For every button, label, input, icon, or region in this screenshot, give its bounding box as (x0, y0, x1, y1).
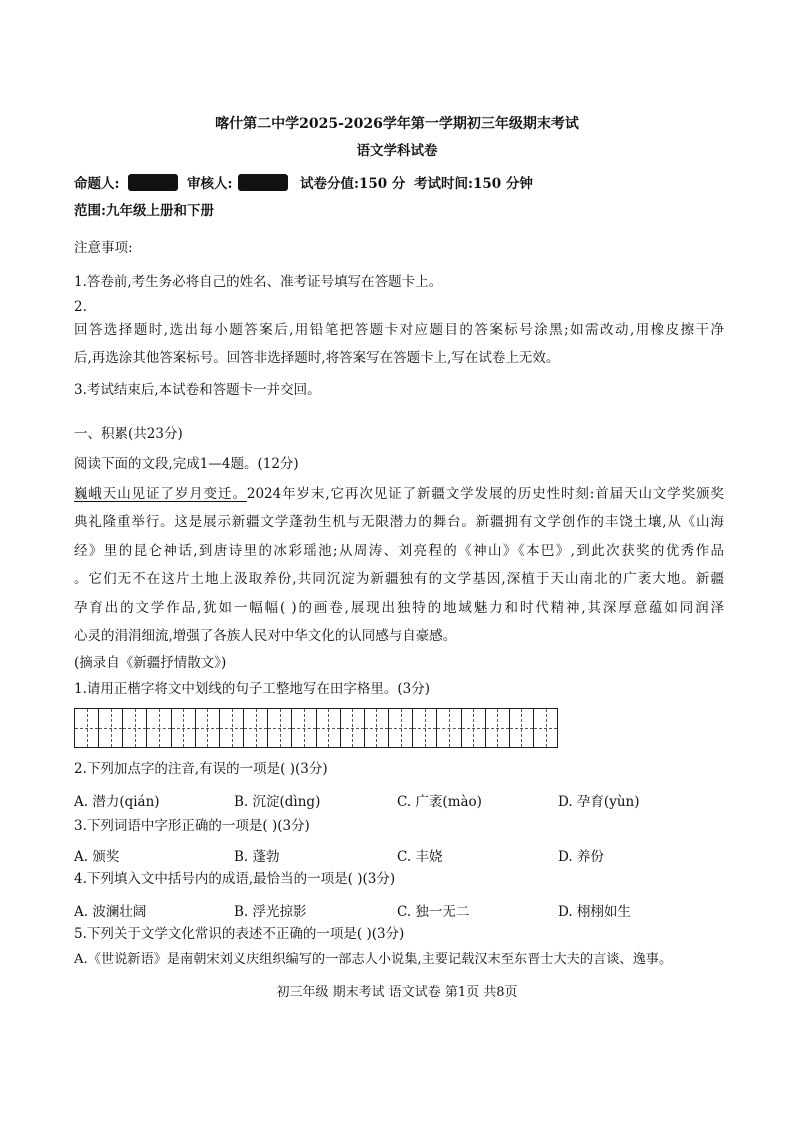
passage-line: 。它们无不在这片土地上汲取养份,共同沉淀为新疆独有的文学基因,深植于天山南北的广袤大地。新疆 (74, 571, 724, 588)
notice-heading: 注意事项: (74, 240, 133, 256)
grid-cell[interactable] (341, 709, 365, 747)
grid-cell[interactable] (317, 709, 341, 747)
grid-cell[interactable] (244, 709, 268, 747)
q3-option-c[interactable]: C. 丰娆 (397, 849, 443, 865)
q4-option-b[interactable]: B. 浮光掠影 (234, 904, 307, 920)
grid-cell[interactable] (413, 709, 437, 747)
notice-item-3: 3.考试结束后,本试卷和答题卡一并交回。 (74, 382, 321, 398)
question-1: 1.请用正楷字将文中划线的句子工整地写在田字格里。(3分) (74, 681, 431, 697)
passage-line: 孕育出的文学作品,犹如一幅幅( )的画卷,展现出独特的地域魅力和时代精神,其深厚意蕴如同润泽 (74, 599, 724, 616)
grid-cell[interactable] (172, 709, 196, 747)
time-label: 考试时间:150 分钟 (414, 176, 533, 192)
passage-line: 心灵的涓涓细流,增强了各族人民对中华文化的认同感与自豪感。 (74, 627, 457, 644)
grid-cell[interactable] (196, 709, 220, 747)
grid-cell[interactable] (99, 709, 123, 747)
section-heading: 一、积累(共23分) (74, 426, 183, 442)
exam-subtitle: 语文学科试卷 (356, 143, 438, 159)
scope-label: 范围:九年级上册和下册 (74, 203, 214, 219)
author-redaction (128, 174, 178, 191)
grid-cell[interactable] (75, 709, 99, 747)
q2-option-b[interactable]: B. 沉淀(dìng) (234, 794, 321, 810)
author-label: 命题人: (74, 176, 120, 192)
q3-option-d[interactable]: D. 养份 (558, 849, 604, 865)
grid-cell[interactable] (147, 709, 171, 747)
passage-source: (摘录自《新疆抒情散文》) (74, 655, 227, 671)
q4-option-a[interactable]: A. 波澜壮阔 (74, 904, 147, 920)
tian-zi-grid[interactable] (74, 708, 558, 748)
grid-cell[interactable] (510, 709, 534, 747)
grid-cell[interactable] (123, 709, 147, 747)
q4-option-c[interactable]: C. 独一无二 (397, 904, 470, 920)
notice-item-2-line: 后,再选涂其他答案标号。回答非选择题时,将答案写在答题卡上,写在试卷上无效。 (74, 350, 560, 367)
reviewer-redaction (238, 174, 288, 191)
passage-line-rest: 2024年岁末,它再次见证了新疆文学发展的历史性时刻:首届天山文学奖颁奖 (246, 486, 724, 502)
q3-option-a[interactable]: A. 颁奖 (74, 849, 120, 865)
grid-cell[interactable] (534, 709, 557, 747)
question-3: 3.下列词语中字形正确的一项是( )(3分) (74, 818, 310, 834)
grid-cell[interactable] (292, 709, 316, 747)
grid-cell[interactable] (389, 709, 413, 747)
q2-option-c[interactable]: C. 广袤(mào) (397, 794, 482, 810)
reading-passage (74, 480, 724, 650)
reading-intro: 阅读下面的文段,完成1—4题。(12分) (74, 456, 299, 472)
grid-cell[interactable] (437, 709, 461, 747)
reviewer-label: 审核人: (187, 176, 233, 192)
grid-cell[interactable] (365, 709, 389, 747)
notice-item-2-line: 回答选择题时,选出每小题答案后,用铅笔把答题卡对应题目的答案标号涂黑;如需改动,用橡皮擦干净 (74, 322, 724, 338)
exam-title: 喀什第二中学2025-2026学年第一学期初三年级期末考试 (215, 116, 579, 132)
question-4: 4.下列填入文中括号内的成语,最恰当的一项是( )(3分) (74, 871, 396, 887)
grid-cell[interactable] (462, 709, 486, 747)
underlined-sentence: 巍峨天山见证了岁月变迁。 (74, 486, 247, 502)
grid-cell[interactable] (220, 709, 244, 747)
notice-item-2-number: 2. (74, 299, 87, 315)
grid-cell[interactable] (486, 709, 510, 747)
page-footer: 初三年级 期末考试 语文试卷 第1页 共8页 (276, 985, 518, 1000)
q5-option-a[interactable]: A.《世说新语》是南朝宋刘义庆组织编写的一部志人小说集,主要记载汉末至东晋士大夫的言谈、逸事。 (74, 952, 673, 967)
q3-option-b[interactable]: B. 蓬勃 (234, 849, 280, 865)
notice-item-1: 1.答卷前,考生务必将自己的姓名、准考证号填写在答题卡上。 (74, 274, 443, 290)
question-2: 2.下列加点字的注音,有误的一项是( )(3分) (74, 761, 328, 777)
passage-line: 经》里的昆仑神话,到唐诗里的冰彩瑶池;从周涛、刘亮程的《神山》《本巴》,到此次获奖的优秀作品 (74, 542, 724, 559)
passage-line (74, 480, 724, 508)
score-label: 试卷分值:150 分 (300, 176, 406, 192)
notice-item-2 (74, 316, 724, 373)
question-5: 5.下列关于文学文化常识的表述不正确的一项是( )(3分) (74, 926, 405, 942)
q2-option-d[interactable]: D. 孕育(yùn) (558, 794, 640, 810)
q4-option-d[interactable]: D. 栩栩如生 (558, 904, 631, 920)
passage-line: 典礼隆重举行。这是展示新疆文学蓬勃生机与无限潜力的舞台。新疆拥有文学创作的丰饶土壤,从《山海 (74, 514, 724, 531)
grid-cell[interactable] (268, 709, 292, 747)
q2-option-a[interactable]: A. 潜力(qián) (74, 794, 160, 810)
